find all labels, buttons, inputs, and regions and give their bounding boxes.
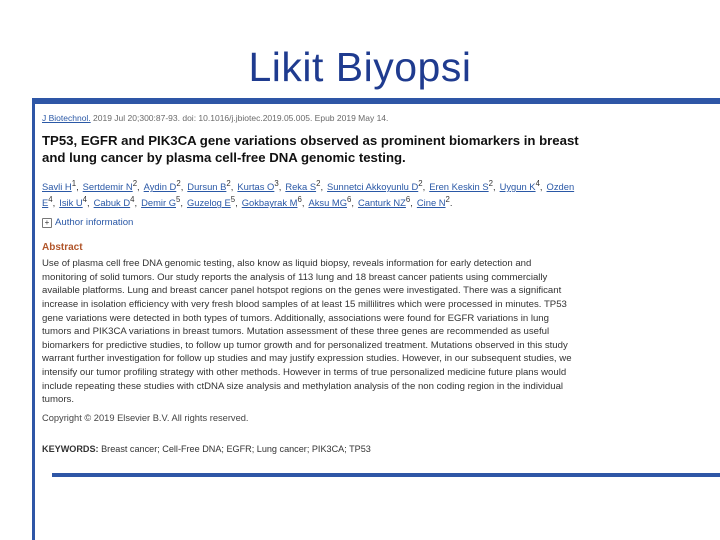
author-link[interactable]: Gokbayrak M: [241, 197, 298, 209]
author-link[interactable]: Dursun B: [187, 181, 227, 193]
author-separator: ,: [52, 197, 56, 209]
author-link[interactable]: Cabuk D: [93, 197, 131, 209]
author-separator: ,: [137, 181, 140, 193]
author-separator: ,: [422, 181, 426, 193]
author-affiliation-number: 2: [132, 179, 138, 188]
author-information-label[interactable]: Author information: [55, 217, 134, 229]
author-separator: ,: [180, 181, 184, 193]
author-affiliation-number: 4: [130, 195, 135, 205]
author-link[interactable]: Kurtas O: [237, 181, 275, 193]
author-affiliation-number: 2: [488, 179, 493, 188]
article-title: TP53, EGFR and PIK3CA gene variations observed as prominent biomarkers in breast and lung cancer by plasma cell-free DNA genomic testing.: [42, 133, 579, 165]
author-separator: ,: [180, 197, 183, 209]
author-separator: ,: [235, 197, 238, 209]
author-separator: ,: [87, 197, 90, 209]
author-separator: ,: [410, 197, 413, 209]
citation-details: 2019 Jul 20;300:87-93. doi: 10.1016/j.jbiotec.2019.05.005. Epub 2019 May 14.: [90, 113, 389, 123]
author-affiliation-number: 4: [82, 195, 88, 205]
author-affiliation-number: 2: [418, 179, 423, 188]
author-affiliation-number: 5: [230, 195, 236, 205]
author-separator: ,: [134, 197, 138, 209]
citation: [42, 113, 702, 123]
author-affiliation-number: 4: [535, 179, 540, 188]
author-list: [42, 177, 582, 209]
author-affiliation-number: 4: [48, 195, 53, 205]
bottom-rule: [52, 473, 720, 477]
author-separator: ,: [301, 197, 305, 209]
author-affiliation-number: 6: [347, 195, 352, 205]
author-link[interactable]: Reka S: [285, 181, 317, 193]
author-affiliation-number: 5: [176, 195, 181, 205]
author-link[interactable]: Aydin D: [143, 181, 177, 193]
author-separator: ,: [351, 197, 354, 209]
author-separator: ,: [76, 181, 79, 193]
author-separator: ,: [230, 181, 234, 193]
left-rule: [32, 98, 35, 540]
author-link[interactable]: Eren Keskin S: [429, 181, 489, 193]
author-separator: ,: [320, 181, 324, 193]
slide-title: Likit Biyopsi: [248, 44, 472, 90]
author-link[interactable]: Canturk NZ: [357, 197, 406, 209]
author-link[interactable]: Aksu MG: [308, 197, 347, 209]
author-affiliation-number: 1: [71, 179, 77, 188]
author-link[interactable]: Demir G: [141, 197, 176, 209]
author-separator: ,: [278, 181, 282, 193]
author-link[interactable]: Isik U: [59, 197, 83, 209]
author-separator: .: [449, 197, 453, 209]
author-link[interactable]: Cine N: [416, 197, 446, 209]
author-affiliation-number: 2: [445, 195, 450, 205]
author-link[interactable]: Sunnetci Akkoyunlu D: [327, 181, 419, 193]
author-affiliation-number: 2: [226, 179, 231, 188]
author-separator: ,: [492, 181, 496, 193]
journal-link[interactable]: J Biotechnol.: [42, 113, 91, 123]
author-link[interactable]: Uygun K: [499, 181, 536, 193]
author-affiliation-number: 3: [274, 179, 279, 188]
top-rule: [32, 98, 720, 104]
author-affiliation-number: 6: [405, 195, 411, 205]
author-link[interactable]: Sertdemir N: [82, 181, 133, 193]
article-screenshot: [42, 113, 702, 454]
abstract-heading: Abstract: [42, 242, 83, 254]
author-link[interactable]: Savli H: [42, 181, 72, 193]
author-information-toggle[interactable]: [42, 217, 702, 228]
keywords: [42, 444, 702, 454]
author-link[interactable]: Guzelog E: [186, 197, 231, 209]
copyright-notice: Copyright © 2019 Elsevier B.V. All rights reserved.: [42, 412, 249, 423]
abstract-text: Use of plasma cell free DNA genomic testing, also know as liquid biopsy, reveals information for early detection and monitoring of solid tumors. Our study reports the analysis of 113 lung and 18 breast cancer patients using commercially available platforms. Lung and breast cancer panel hotspot regions on the genes were investigated. There was a significant increase in isolation efficiency with very fresh blood samples of at least 15 millilitres which were processed in minutes. TP53 gene variations were detected in both types of tumors. Additionally, associations were found for EGFR variations in lung tumors and PIK3CA variations in breast tumors. Mutation assessment of these three genes are recommended as useful biomarkers for predictive studies, to follow up tumor growth and for personalized treatment. Mutations observed in this study warrant further investigation for follow up studies and may justify expression studies. However, in our subsequent studies, we intensify our tumor profiling strategy with other methods. However in terms of true personalized medicine future plans would include repeating these studies with ctDNA size analysis and methylation analysis of the non coding region in the individual tumors.: [42, 258, 572, 406]
author-affiliation-number: 2: [316, 179, 321, 188]
author-link[interactable]: Ozden E: [42, 181, 575, 209]
keywords-text: Breast cancer; Cell-Free DNA; EGFR; Lung cancer; PIK3CA; TP53: [98, 443, 371, 454]
expand-plus-icon[interactable]: +: [42, 218, 52, 228]
author-affiliation-number: 6: [297, 195, 302, 205]
author-separator: ,: [539, 181, 543, 193]
keywords-label: KEYWORDS:: [42, 443, 99, 454]
author-affiliation-number: 2: [176, 179, 181, 188]
